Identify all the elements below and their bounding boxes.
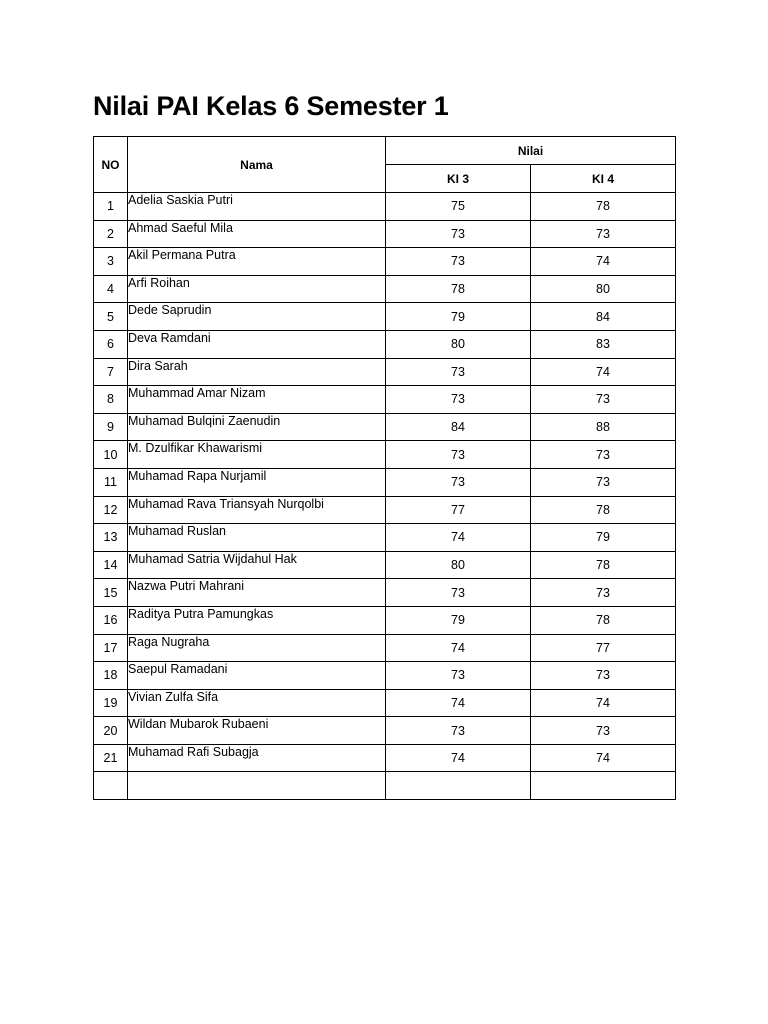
cell-no: 12: [94, 496, 128, 524]
cell-nama: Muhamad Rapa Nurjamil: [128, 468, 386, 496]
cell-no: 15: [94, 579, 128, 607]
cell-no: 20: [94, 717, 128, 745]
cell-no: 14: [94, 551, 128, 579]
cell-ki3: 79: [386, 303, 531, 331]
cell-ki3: 73: [386, 717, 531, 745]
cell-ki4: 74: [531, 358, 676, 386]
cell-ki4: 88: [531, 413, 676, 441]
cell-ki3: 74: [386, 689, 531, 717]
cell-ki3: 75: [386, 193, 531, 221]
cell-nama: Dira Sarah: [128, 358, 386, 386]
cell-no: 1: [94, 193, 128, 221]
header-nama: Nama: [128, 137, 386, 193]
cell-ki3: [386, 772, 531, 800]
table-row: [94, 248, 676, 276]
cell-ki4: 78: [531, 606, 676, 634]
cell-ki4: 78: [531, 496, 676, 524]
cell-no: 21: [94, 744, 128, 772]
table-row: [94, 717, 676, 745]
cell-no: 7: [94, 358, 128, 386]
cell-nama: Arfi Roihan: [128, 275, 386, 303]
cell-ki3: 84: [386, 413, 531, 441]
cell-nama: Vivian Zulfa Sifa: [128, 689, 386, 717]
cell-nama: Muhammad Amar Nizam: [128, 386, 386, 414]
cell-ki4: 79: [531, 524, 676, 552]
cell-ki3: 73: [386, 662, 531, 690]
table-row: [94, 496, 676, 524]
cell-ki4: 73: [531, 662, 676, 690]
header-nilai: Nilai: [386, 137, 676, 165]
cell-nama: [128, 772, 386, 800]
cell-ki4: 74: [531, 248, 676, 276]
table-row: [94, 193, 676, 221]
cell-nama: Deva Ramdani: [128, 330, 386, 358]
cell-ki3: 73: [386, 248, 531, 276]
cell-no: 19: [94, 689, 128, 717]
cell-nama: Adelia Saskia Putri: [128, 193, 386, 221]
table-row: [94, 358, 676, 386]
cell-nama: Dede Saprudin: [128, 303, 386, 331]
cell-ki4: 80: [531, 275, 676, 303]
cell-ki3: 77: [386, 496, 531, 524]
cell-ki3: 73: [386, 220, 531, 248]
cell-ki4: 73: [531, 468, 676, 496]
cell-nama: Saepul Ramadani: [128, 662, 386, 690]
table-header-row: [94, 137, 676, 165]
table-row: [94, 330, 676, 358]
cell-no: 8: [94, 386, 128, 414]
cell-no: 2: [94, 220, 128, 248]
cell-no: 18: [94, 662, 128, 690]
cell-ki3: 73: [386, 441, 531, 469]
table-row: [94, 303, 676, 331]
cell-nama: Muhamad Rafi Subagja: [128, 744, 386, 772]
cell-nama: Nazwa Putri Mahrani: [128, 579, 386, 607]
cell-ki4: 83: [531, 330, 676, 358]
cell-nama: Muhamad Rava Triansyah Nurqolbi: [128, 496, 386, 524]
cell-ki3: 73: [386, 358, 531, 386]
table-row: [94, 662, 676, 690]
cell-ki3: 73: [386, 468, 531, 496]
cell-no: 4: [94, 275, 128, 303]
cell-nama: Wildan Mubarok Rubaeni: [128, 717, 386, 745]
cell-ki4: 73: [531, 220, 676, 248]
table-row: [94, 551, 676, 579]
cell-ki4: 74: [531, 689, 676, 717]
cell-no: 6: [94, 330, 128, 358]
cell-ki4: 73: [531, 717, 676, 745]
cell-no: 13: [94, 524, 128, 552]
cell-no: 9: [94, 413, 128, 441]
table-row: [94, 220, 676, 248]
table-row: [94, 413, 676, 441]
grades-table: [93, 136, 676, 800]
cell-no: 17: [94, 634, 128, 662]
table-row: [94, 772, 676, 800]
cell-ki3: 79: [386, 606, 531, 634]
cell-ki4: 78: [531, 193, 676, 221]
cell-ki3: 74: [386, 634, 531, 662]
cell-no: 5: [94, 303, 128, 331]
page-title: Nilai PAI Kelas 6 Semester 1: [93, 91, 449, 121]
cell-no: 11: [94, 468, 128, 496]
cell-ki3: 78: [386, 275, 531, 303]
cell-no: [94, 772, 128, 800]
cell-nama: Raga Nugraha: [128, 634, 386, 662]
header-ki3: KI 3: [386, 165, 531, 193]
table-row: [94, 275, 676, 303]
table-body: [94, 193, 676, 800]
cell-nama: Muhamad Satria Wijdahul Hak: [128, 551, 386, 579]
cell-nama: M. Dzulfikar Khawarismi: [128, 441, 386, 469]
cell-ki4: 73: [531, 386, 676, 414]
table-row: [94, 468, 676, 496]
cell-no: 10: [94, 441, 128, 469]
table-row: [94, 386, 676, 414]
cell-ki3: 74: [386, 524, 531, 552]
table-row: [94, 744, 676, 772]
table-row: [94, 441, 676, 469]
cell-ki4: 73: [531, 441, 676, 469]
cell-ki4: 77: [531, 634, 676, 662]
table-row: [94, 579, 676, 607]
cell-nama: Muhamad Bulqini Zaenudin: [128, 413, 386, 441]
cell-ki4: [531, 772, 676, 800]
cell-ki3: 80: [386, 330, 531, 358]
cell-nama: Akil Permana Putra: [128, 248, 386, 276]
cell-ki4: 78: [531, 551, 676, 579]
table-row: [94, 634, 676, 662]
cell-ki3: 80: [386, 551, 531, 579]
cell-ki4: 73: [531, 579, 676, 607]
cell-nama: Muhamad Ruslan: [128, 524, 386, 552]
header-no: NO: [94, 137, 128, 193]
cell-nama: Raditya Putra Pamungkas: [128, 606, 386, 634]
cell-nama: Ahmad Saeful Mila: [128, 220, 386, 248]
table-row: [94, 689, 676, 717]
cell-ki3: 74: [386, 744, 531, 772]
header-ki4: KI 4: [531, 165, 676, 193]
table-row: [94, 524, 676, 552]
cell-no: 3: [94, 248, 128, 276]
table-row: [94, 606, 676, 634]
cell-ki3: 73: [386, 386, 531, 414]
cell-ki3: 73: [386, 579, 531, 607]
cell-no: 16: [94, 606, 128, 634]
cell-ki4: 74: [531, 744, 676, 772]
cell-ki4: 84: [531, 303, 676, 331]
